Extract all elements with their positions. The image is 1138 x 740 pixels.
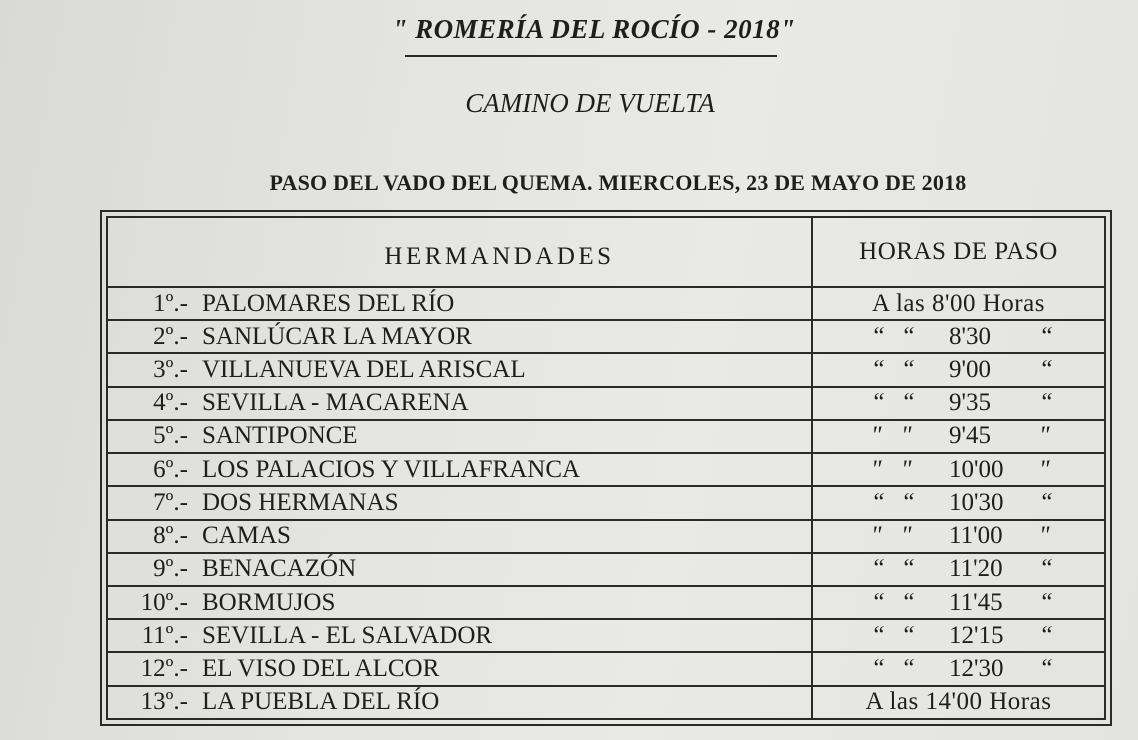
ditto-mark: “	[871, 588, 885, 616]
table-row	[107, 420, 1105, 453]
ditto-mark: "	[1039, 455, 1050, 483]
hermandad-name: DOS HERMANAS	[202, 488, 399, 516]
document-title: " ROMERÍA DEL ROCÍO - 2018"	[392, 14, 796, 44]
row-number: 5º.-	[153, 422, 188, 450]
header-hermandades: HERMANDADES	[107, 217, 812, 287]
row-number: 10º.-	[140, 588, 188, 616]
pass-time: 11'20	[949, 555, 1003, 583]
pass-time: 9'45	[949, 422, 992, 450]
hermandad-cell	[107, 353, 812, 386]
pass-time: 9'35	[949, 389, 992, 417]
row-number: 7º.-	[153, 488, 188, 516]
row-number: 4º.-	[153, 389, 188, 417]
ditto-mark: “	[1039, 588, 1053, 616]
hermandad-cell	[107, 586, 812, 619]
hermandad-name: SEVILLA - MACARENA	[202, 389, 469, 417]
ditto-mark: “	[871, 322, 885, 350]
table-row	[107, 453, 1105, 486]
ditto-mark: “	[901, 389, 915, 417]
ditto-mark: “	[1039, 555, 1053, 583]
document-subtitle: CAMINO DE VUELTA	[465, 88, 715, 118]
pass-time-cell	[812, 320, 1105, 353]
hermandad-name: BENACAZÓN	[202, 555, 357, 583]
table-row	[107, 686, 1105, 719]
hermandad-cell	[107, 420, 812, 453]
pass-time-cell	[812, 353, 1105, 386]
ditto-mark: “	[871, 488, 885, 516]
row-number: 12º.-	[140, 655, 188, 683]
hermandad-cell	[107, 686, 812, 719]
hermandad-name: SEVILLA - EL SALVADOR	[202, 621, 493, 649]
ditto-mark: “	[1039, 488, 1053, 516]
hermandad-cell	[107, 553, 812, 586]
ditto-mark: “	[901, 655, 915, 683]
table-row	[107, 586, 1105, 619]
table-row	[107, 287, 1105, 320]
pass-time: 12'30	[949, 655, 1004, 683]
hermandad-cell	[107, 320, 812, 353]
pass-time: 10'00	[949, 455, 1004, 483]
ditto-mark: “	[901, 621, 915, 649]
ditto-mark: "	[901, 455, 912, 483]
table-row	[107, 619, 1105, 652]
pass-time-cell	[812, 420, 1105, 453]
hermandad-name: BORMUJOS	[202, 588, 336, 616]
ditto-mark: “	[871, 621, 885, 649]
row-number: 13º.-	[140, 688, 188, 716]
ditto-mark: “	[901, 356, 915, 384]
table-body	[107, 287, 1105, 719]
row-number: 11º.-	[141, 621, 188, 649]
header-horas-de-paso: HORAS DE PASO	[812, 217, 1105, 287]
schedule-table-frame	[100, 210, 1112, 726]
ditto-mark: "	[871, 422, 882, 450]
title-underline	[405, 55, 777, 57]
ditto-mark: "	[1039, 522, 1050, 550]
table-header-row	[107, 217, 1105, 287]
pass-time-cell	[812, 586, 1105, 619]
pass-time-cell: A las 8'00 Horas	[812, 287, 1105, 320]
table-row	[107, 486, 1105, 519]
hermandad-name: SANLÚCAR LA MAYOR	[202, 322, 472, 350]
ditto-mark: "	[1039, 422, 1050, 450]
pass-time-cell	[812, 387, 1105, 420]
row-number: 3º.-	[153, 356, 188, 384]
ditto-mark: “	[901, 555, 915, 583]
hermandad-name: LA PUEBLA DEL RÍO	[202, 688, 440, 716]
row-number: 9º.-	[153, 555, 188, 583]
row-number: 1º.-	[153, 289, 188, 317]
table-row	[107, 320, 1105, 353]
hermandad-cell	[107, 387, 812, 420]
ditto-mark: “	[901, 322, 915, 350]
ditto-mark: “	[871, 389, 885, 417]
row-number: 6º.-	[153, 455, 188, 483]
ditto-mark: “	[1039, 322, 1053, 350]
ditto-mark: “	[871, 555, 885, 583]
table-row	[107, 353, 1105, 386]
ditto-mark: “	[901, 488, 915, 516]
ditto-mark: “	[901, 588, 915, 616]
pass-time: 11'00	[949, 522, 1003, 550]
pass-time: 9'00	[949, 356, 992, 384]
ditto-mark: “	[1039, 621, 1053, 649]
hermandad-name: CAMAS	[202, 522, 291, 550]
ditto-mark: “	[1039, 356, 1053, 384]
ditto-mark: "	[871, 522, 882, 550]
ditto-mark: “	[871, 356, 885, 384]
hermandad-name: SANTIPONCE	[202, 422, 358, 450]
section-heading: PASO DEL VADO DEL QUEMA. MIERCOLES, 23 DE MAYO DE 2018	[269, 170, 967, 195]
hermandad-cell	[107, 619, 812, 652]
hermandad-name: LOS PALACIOS Y VILLAFRANCA	[202, 455, 581, 483]
pass-time: 10'30	[949, 488, 1004, 516]
hermandad-cell	[107, 520, 812, 553]
hermandad-name: EL VISO DEL ALCOR	[202, 655, 440, 683]
row-number: 8º.-	[153, 522, 188, 550]
table-row	[107, 387, 1105, 420]
ditto-mark: “	[871, 655, 885, 683]
pass-time-cell	[812, 453, 1105, 486]
hermandad-cell	[107, 652, 812, 685]
hermandad-cell	[107, 486, 812, 519]
row-number: 2º.-	[153, 322, 188, 350]
pass-time-cell: A las 14'00 Horas	[812, 686, 1105, 719]
schedule-table	[106, 216, 1106, 720]
table-row	[107, 553, 1105, 586]
pass-time-cell	[812, 486, 1105, 519]
table-row	[107, 652, 1105, 685]
pass-time-cell	[812, 652, 1105, 685]
hermandad-name: PALOMARES DEL RÍO	[202, 289, 455, 317]
hermandad-cell	[107, 287, 812, 320]
pass-time: 11'45	[949, 588, 1003, 616]
ditto-mark: "	[871, 455, 882, 483]
pass-time-cell	[812, 619, 1105, 652]
pass-time: 8'30	[949, 322, 992, 350]
ditto-mark: “	[1039, 655, 1053, 683]
ditto-mark: "	[901, 522, 912, 550]
ditto-mark: "	[901, 422, 912, 450]
hermandad-cell	[107, 453, 812, 486]
ditto-mark: “	[1039, 389, 1053, 417]
hermandad-name: VILLANUEVA DEL ARISCAL	[202, 356, 526, 384]
pass-time-cell	[812, 553, 1105, 586]
pass-time: 12'15	[949, 621, 1004, 649]
pass-time-cell	[812, 520, 1105, 553]
table-row	[107, 520, 1105, 553]
